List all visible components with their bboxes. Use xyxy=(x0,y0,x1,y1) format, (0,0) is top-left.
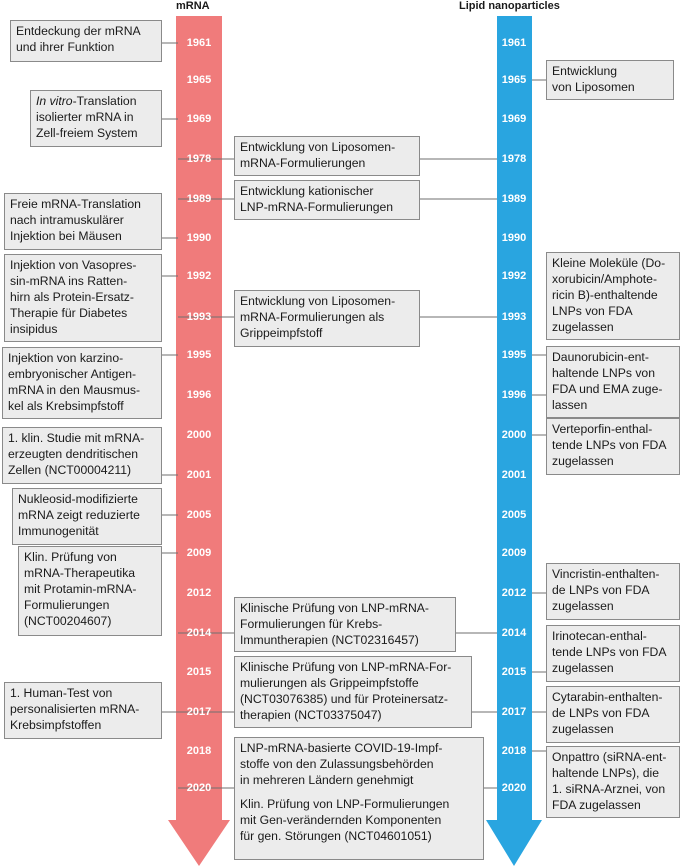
event-text-line: Zell-freiem System xyxy=(36,126,138,140)
event-text-line: kel als Krebsimpfstoff xyxy=(8,399,124,413)
event-text-line: therapien (NCT03375047) xyxy=(240,708,382,722)
event-text-line: isolierter mRNA in xyxy=(36,110,134,124)
right-event-box xyxy=(546,686,680,743)
event-text-line: für gen. Störungen (NCT04601051) xyxy=(240,829,432,843)
event-text-line: mRNA-Formulierungen xyxy=(240,156,366,170)
event-text-line: FDA zugelassen xyxy=(552,798,641,812)
event-text-line: mRNA in den Mausmus- xyxy=(8,383,141,397)
event-text-line: in mehreren Ländern genehmigt xyxy=(240,773,414,787)
year-label-mrna: 1989 xyxy=(186,193,212,205)
year-label-mrna: 1995 xyxy=(186,349,212,361)
event-text-line: stoffe von den Zulassungsbehörden xyxy=(240,757,434,771)
year-label-lnp: 1978 xyxy=(501,153,527,165)
event-text-line: Injektion bei Mäusen xyxy=(10,229,122,243)
year-label-lnp: 1990 xyxy=(501,232,527,244)
year-label-mrna: 2005 xyxy=(186,509,212,521)
year-label-mrna: 1961 xyxy=(186,37,212,49)
right-event-box xyxy=(546,625,680,682)
event-text-line: Freie mRNA-Translation xyxy=(10,197,141,211)
middle-event-box xyxy=(234,737,484,860)
year-label-mrna: 2014 xyxy=(186,627,212,639)
year-label-lnp: 2005 xyxy=(501,509,527,521)
event-text-line: zugelassen xyxy=(552,454,614,468)
event-text-line: de LNPs von FDA xyxy=(552,706,650,720)
year-label-mrna: 2000 xyxy=(186,429,212,441)
event-text-line: Klinische Prüfung von LNP-mRNA- xyxy=(240,601,429,615)
event-text-line: tende LNPs von FDA xyxy=(552,438,667,452)
event-text-line: mit Gen-verändernden Komponenten xyxy=(240,813,442,827)
event-text-line: lassen xyxy=(552,398,588,412)
event-text-line: Formulierungen für Krebs- xyxy=(240,617,383,631)
left-event-box xyxy=(10,20,162,62)
year-label-mrna: 2015 xyxy=(186,666,212,678)
event-text-line: Immunogenität xyxy=(18,524,99,538)
lnp-column-title: Lipid nanoparticles xyxy=(459,0,560,12)
year-label-mrna: 2012 xyxy=(186,587,212,599)
event-text-line: Kleine Moleküle (Do- xyxy=(552,256,666,270)
event-text-line: erzeugten dendritischen xyxy=(8,447,139,461)
event-text-line: Entwicklung kationischer xyxy=(240,184,374,198)
event-text-line: Formulierungen xyxy=(24,598,110,612)
event-text-line: mRNA-Formulierungen als xyxy=(240,310,385,324)
year-label-lnp: 2009 xyxy=(501,547,527,559)
event-text-line: LNP-mRNA-Formulierungen xyxy=(240,200,394,214)
event-text-line: Klin. Prüfung von xyxy=(24,550,117,564)
year-label-mrna: 1978 xyxy=(186,153,212,165)
year-label-lnp: 2001 xyxy=(501,469,527,481)
right-event-box xyxy=(546,252,680,340)
year-label-mrna: 2017 xyxy=(186,706,212,718)
event-text-line: Entwicklung von Liposomen- xyxy=(240,140,396,154)
event-text-line: In vitro-Translation xyxy=(36,94,137,108)
year-label-lnp: 1989 xyxy=(501,193,527,205)
event-text-line: tende LNPs von FDA xyxy=(552,645,667,659)
event-text-line: Irinotecan-enthal- xyxy=(552,629,647,643)
year-label-lnp: 1969 xyxy=(501,113,527,125)
year-label-lnp: 2015 xyxy=(501,666,527,678)
year-label-mrna: 1990 xyxy=(186,232,212,244)
middle-event-box xyxy=(234,136,420,176)
event-text-line: Klin. Prüfung von LNP-Formulierungen xyxy=(240,797,450,811)
event-text-line: hirn als Protein-Ersatz- xyxy=(10,290,134,304)
event-text-line: mulierungen als Grippeimpfstoffe xyxy=(240,676,419,690)
event-text-line: mit Protamin-mRNA- xyxy=(24,582,137,596)
event-text-line: FDA und EMA zuge- xyxy=(552,382,663,396)
event-text-line: Nukleosid-modifizierte xyxy=(18,492,138,506)
event-text-line: Injektion von Vasopres- xyxy=(10,258,137,272)
event-text-line: (NCT03076385) und für Proteinersatz- xyxy=(240,692,448,706)
event-text-line: LNP-mRNA-basierte COVID-19-Impf- xyxy=(240,741,443,755)
event-text-line: personalisierten mRNA- xyxy=(10,702,140,716)
year-label-mrna: 2009 xyxy=(186,547,212,559)
event-text-line: haltende LNPs von xyxy=(552,366,655,380)
year-label-mrna: 1969 xyxy=(186,113,212,125)
event-text-line: und ihrer Funktion xyxy=(16,40,115,54)
year-label-mrna: 2001 xyxy=(186,469,212,481)
middle-event-box xyxy=(234,597,456,652)
right-event-box xyxy=(546,418,680,475)
event-text-line: Verteporfin-enthal- xyxy=(552,422,653,436)
event-text-line: 1. Human-Test von xyxy=(10,686,113,700)
year-label-lnp: 1965 xyxy=(501,74,527,86)
event-text-line: zugelassen xyxy=(552,661,614,675)
year-label-mrna: 2020 xyxy=(186,782,212,794)
year-label-lnp: 1992 xyxy=(501,270,527,282)
middle-event-box xyxy=(234,290,420,347)
year-label-lnp: 1993 xyxy=(501,311,527,323)
right-event-box xyxy=(546,563,680,620)
event-text-line: Grippeimpfstoff xyxy=(240,326,323,340)
event-text-line: Entwicklung von Liposomen- xyxy=(240,294,396,308)
middle-event-box xyxy=(234,180,420,220)
year-label-lnp: 2020 xyxy=(501,782,527,794)
event-text-line: embryonischer Antigen- xyxy=(8,367,137,381)
left-event-box xyxy=(12,488,162,545)
year-label-lnp: 1961 xyxy=(501,37,527,49)
event-text-line: mRNA zeigt reduzierte xyxy=(18,508,140,522)
event-text-line: Immuntherapien (NCT02316457) xyxy=(240,633,419,647)
event-text-line: zugelassen xyxy=(552,320,614,334)
event-text-line: zugelassen xyxy=(552,599,614,613)
left-event-box xyxy=(4,682,162,739)
year-label-lnp: 2018 xyxy=(501,745,527,757)
event-text-line: Vincristin-enthalten- xyxy=(552,567,660,581)
event-text-line: Onpattro (siRNA-ent- xyxy=(552,750,667,764)
event-text-line: 1. siRNA-Arznei, von xyxy=(552,782,666,796)
mrna-column-title: mRNA xyxy=(176,0,210,12)
event-text-line: Daunorubicin-ent- xyxy=(552,350,649,364)
right-event-box xyxy=(546,60,674,100)
event-text-line: Klinische Prüfung von LNP-mRNA-For- xyxy=(240,660,452,674)
year-label-mrna: 1965 xyxy=(186,74,212,86)
year-label-lnp: 2012 xyxy=(501,587,527,599)
year-label-mrna: 1992 xyxy=(186,270,212,282)
event-text-line: 1. klin. Studie mit mRNA- xyxy=(8,431,145,445)
event-text-line: mRNA-Therapeutika xyxy=(24,566,136,580)
event-text-line: Entwicklung xyxy=(552,64,618,78)
left-event-box xyxy=(2,427,162,484)
left-event-box xyxy=(4,193,162,250)
event-text-line: de LNPs von FDA xyxy=(552,583,650,597)
year-label-lnp: 1995 xyxy=(501,349,527,361)
event-text-line: von Liposomen xyxy=(552,80,635,94)
event-text-line: nach intramuskulärer xyxy=(10,213,124,227)
year-label-mrna: 2018 xyxy=(186,745,212,757)
event-text-line: Krebsimpfstoffen xyxy=(10,718,102,732)
left-event-box xyxy=(4,254,162,342)
year-label-mrna: 1996 xyxy=(186,389,212,401)
right-event-box xyxy=(546,746,680,818)
event-text-line: ricin B)-enthaltende xyxy=(552,288,658,302)
left-event-box xyxy=(30,90,162,147)
year-label-lnp: 2000 xyxy=(501,429,527,441)
event-text-line: Entdeckung der mRNA xyxy=(16,24,141,38)
event-text-line: (NCT00204607) xyxy=(24,614,112,628)
left-event-box xyxy=(18,546,162,636)
middle-event-box xyxy=(234,656,472,728)
event-text-line: sin-mRNA ins Ratten- xyxy=(10,274,128,288)
event-text-line: Therapie für Diabetes xyxy=(10,306,128,320)
year-label-mrna: 1993 xyxy=(186,311,212,323)
event-text-line: LNPs von FDA xyxy=(552,304,633,318)
year-label-lnp: 2017 xyxy=(501,706,527,718)
event-text-line: Cytarabin-enthalten- xyxy=(552,690,663,704)
event-text-line: zugelassen xyxy=(552,722,614,736)
event-text-line: xorubicin/Amphote- xyxy=(552,272,657,286)
event-text-line: haltende LNPs), die xyxy=(552,766,660,780)
event-text-line: Zellen (NCT00004211) xyxy=(8,463,132,477)
event-text-line: insipidus xyxy=(10,322,58,336)
year-label-lnp: 2014 xyxy=(501,627,527,639)
right-event-box xyxy=(546,346,680,418)
year-label-lnp: 1996 xyxy=(501,389,527,401)
event-text-line: Injektion von karzino- xyxy=(8,351,124,365)
left-event-box xyxy=(2,347,162,419)
